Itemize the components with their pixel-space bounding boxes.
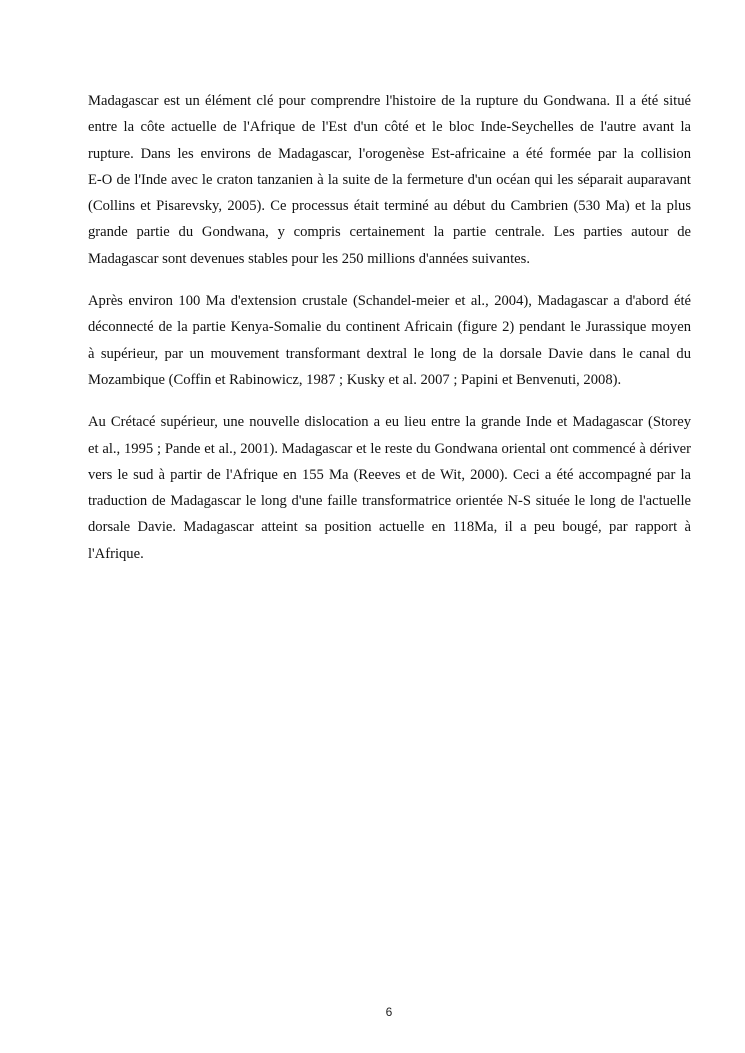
text-line: Au Crétacé supérieur, une nouvelle dislocation a eu lieu entre la grande Inde et Madagascar (Storey (88, 414, 691, 431)
text-line: déconnecté de la partie Kenya-Somalie du continent Africain (figure 2) pendant le Jurassique moyen (88, 319, 691, 336)
text-line: rupture. Dans les environs de Madagascar, l'orogenèse Est-africaine a été formée par la collision (88, 145, 691, 162)
text-line: à supérieur, par un mouvement transformant dextral le long de la dorsale Davie dans le canal du (88, 345, 691, 362)
text-line: l'Afrique. (88, 545, 144, 562)
page-number: 6 (385, 1005, 393, 1019)
text-line: dorsale Davie. Madagascar atteint sa position actuelle en 118Ma, il a peu bougé, par rapport à (88, 519, 691, 536)
text-line: grande partie du Gondwana, y compris certainement la partie centrale. Les parties autour de (88, 224, 691, 241)
paragraph (88, 88, 691, 272)
text-line: Madagascar sont devenues stables pour les 250 millions d'années suivantes. (88, 250, 530, 267)
text-line: et al., 1995 ; Pande et al., 2001). Madagascar et le reste du Gondwana oriental ont commencé à dériver (88, 440, 691, 457)
text-line: (Collins et Pisarevsky, 2005). Ce processus était terminé au début du Cambrien (530 Ma) et la plus (88, 198, 691, 215)
text-line: Madagascar est un élément clé pour comprendre l'histoire de la rupture du Gondwana. Il a été situé (88, 93, 691, 109)
text-line: Après environ 100 Ma d'extension crustale (Schandel-meier et al., 2004), Madagascar a d'abord été (88, 293, 691, 310)
text-line: entre la côte actuelle de l'Afrique de l'Est d'un côté et le bloc Inde-Seychelles de l'autre avant la (88, 119, 691, 136)
text-line: vers le sud à partir de l'Afrique en 155 Ma (Reeves et de Wit, 2000). Ceci a été accompagné par la (88, 466, 691, 483)
paragraph (88, 288, 691, 393)
text-line: E-O de l'Inde avec le craton tanzanien à la suite de la fermeture d'un océan qui les séparait auparavant (88, 171, 691, 188)
body-text (88, 88, 691, 583)
paragraph (88, 409, 691, 567)
text-line: traduction de Madagascar le long d'une faille transformatrice orientée N-S située le long de l'actuelle (88, 493, 691, 510)
text-line: Mozambique (Coffin et Rabinowicz, 1987 ; Kusky et al. 2007 ; Papini et Benvenuti, 2008). (88, 371, 622, 388)
